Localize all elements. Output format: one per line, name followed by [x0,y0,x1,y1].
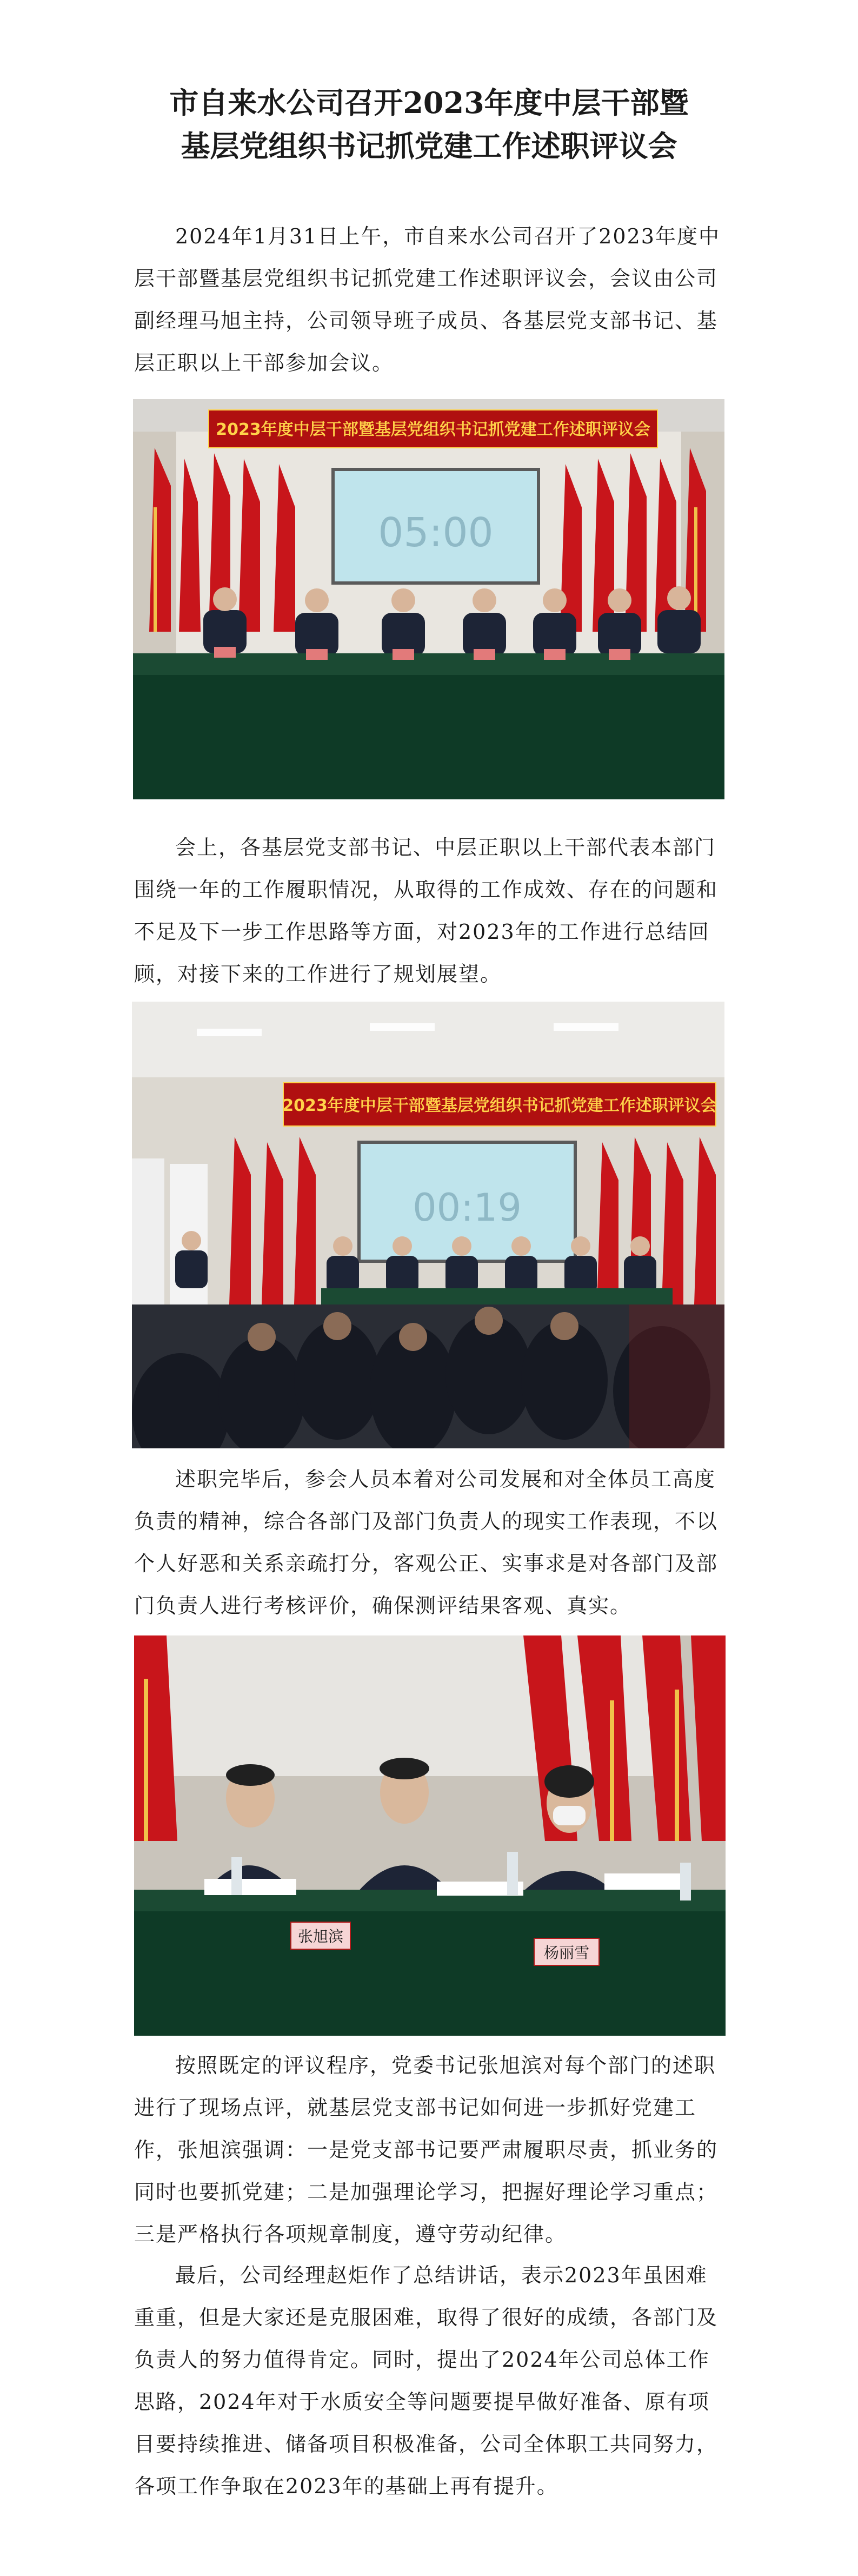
paragraph-3: 述职完毕后，参会人员本着对公司发展和对全体员工高度负责的精神，综合各部门及部门负责人的现实工作表现，不以个人好恶和关系亲疏打分，客观公正、实事求是对各部门及部门负责人进行考核评价，确保测评结果客观、真实。 [134,1467,719,1618]
banner-2-text: 2023年度中层干部暨基层党组织书记抓党建工作述职评议会 [282,1096,717,1115]
paragraph-1: 2024年1月31日上午，市自来水公司召开了2023年度中层干部暨基层党组织书记抓党建工作述职评议会，会议由公司副经理马旭主持，公司领导班子成员、各基层党支部书记、基层正职以上干部参加会议。 [134,224,720,375]
paragraph-4: 按照既定的评议程序，党委书记张旭滨对每个部门的述职进行了现场点评，就基层党支部书记如何进一步抓好党建工作，张旭滨强调：一是党支部书记要严肃履职尽责，抓业务的同时也要抓党建；二是加强理论学习，把握好理论学习重点；三是严格执行各项规章制度，遵守劳动纪律。 [134,2054,719,2246]
title-line-2: 基层党组织书记抓党建工作述职评议会 [181,129,677,163]
title-line-1: 市自来水公司召开2023年度中层干部暨 [169,85,689,120]
meeting-photo-2 [132,1002,724,1448]
paragraph-2: 会上，各基层党支部书记、中层正职以上干部代表本部门围绕一年的工作履职情况，从取得的工作成效、存在的问题和不足及下一步工作思路等方面，对2023年的工作进行总结回顾，对接下来的工作进行了规划展望。 [134,836,719,986]
meeting-photo-1 [133,399,724,799]
banner-1-text: 2023年度中层干部暨基层党组织书记抓党建工作述职评议会 [216,420,650,439]
paragraph-5: 最后，公司经理赵炬作了总结讲话，表示2023年虽困难重重，但是大家还是克服困难，取得了很好的成绩，各部门及负责人的努力值得肯定。同时，提出了2024年公司总体工作思路，2024年对于水质安全等问题要提早做好准备、原有项目要持续推进、储备项目积极准备，公司全体职工共同努力，各项工作争取在2023年的基础上再有提升。 [134,2263,719,2498]
nameplate-right: 杨丽雪 [543,1944,590,1962]
timer-2: 00:19 [413,1186,522,1230]
timer-1: 05:00 [378,509,494,556]
nameplate-left: 张旭滨 [297,1928,344,1945]
article-title [87,81,771,168]
meeting-photo-3 [134,1635,726,2036]
